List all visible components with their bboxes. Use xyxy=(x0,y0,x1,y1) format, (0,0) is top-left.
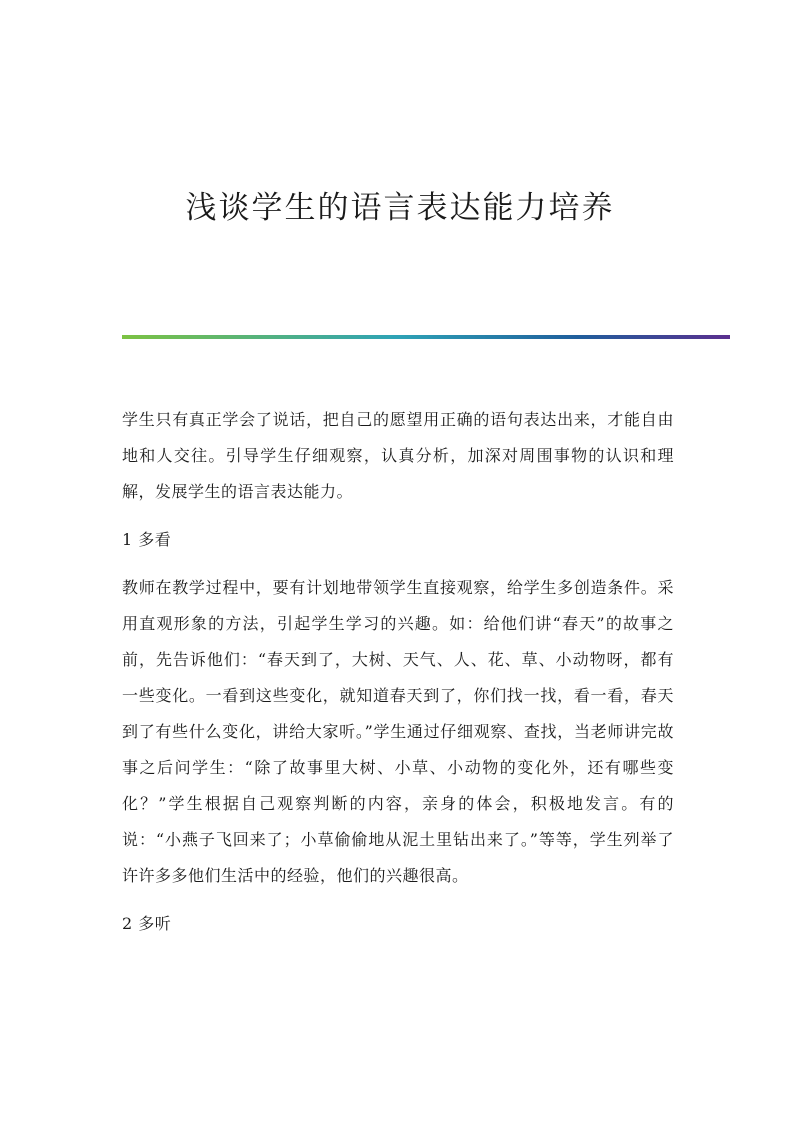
section-heading-1: 1 多看 xyxy=(122,530,172,549)
section-heading-2: 2 多听 xyxy=(122,914,172,933)
section-1-paragraph: 教师在教学过程中，要有计划地带领学生直接观察，给学生多创造条件。采用直观形象的方法，引起学生学习的兴趣。如：给他们讲“春天”的故事之前，先告诉他们：“春天到了，大树、天气、人、花、草、小动物呀，都有一些变化。一看到这些变化，就知道春天到了，你们找一找，看一看，春天到了有些什么变化，讲给大家听。”学生通过仔细观察、查找，当老师讲完故事之后问学生：“除了故事里大树、小草、小动物的变化外，还有哪些变化？”学生根据自己观察判断的内容，亲身的体会，积极地发言。有的说：“小燕子飞回来了；小草偷偷地从泥土里钻出来了。”等等，学生列举了许许多多他们生活中的经验，他们的兴趣很高。 xyxy=(122,578,674,885)
intro-paragraph: 学生只有真正学会了说话，把自己的愿望用正确的语句表达出来，才能自由地和人交往。引导学生仔细观察，认真分析，加深对周围事物的认识和理解，发展学生的语言表达能力。 xyxy=(122,410,674,501)
document-body xyxy=(122,402,674,954)
title-divider xyxy=(122,335,730,339)
document-title: 浅谈学生的语言表达能力培养 xyxy=(185,190,615,226)
